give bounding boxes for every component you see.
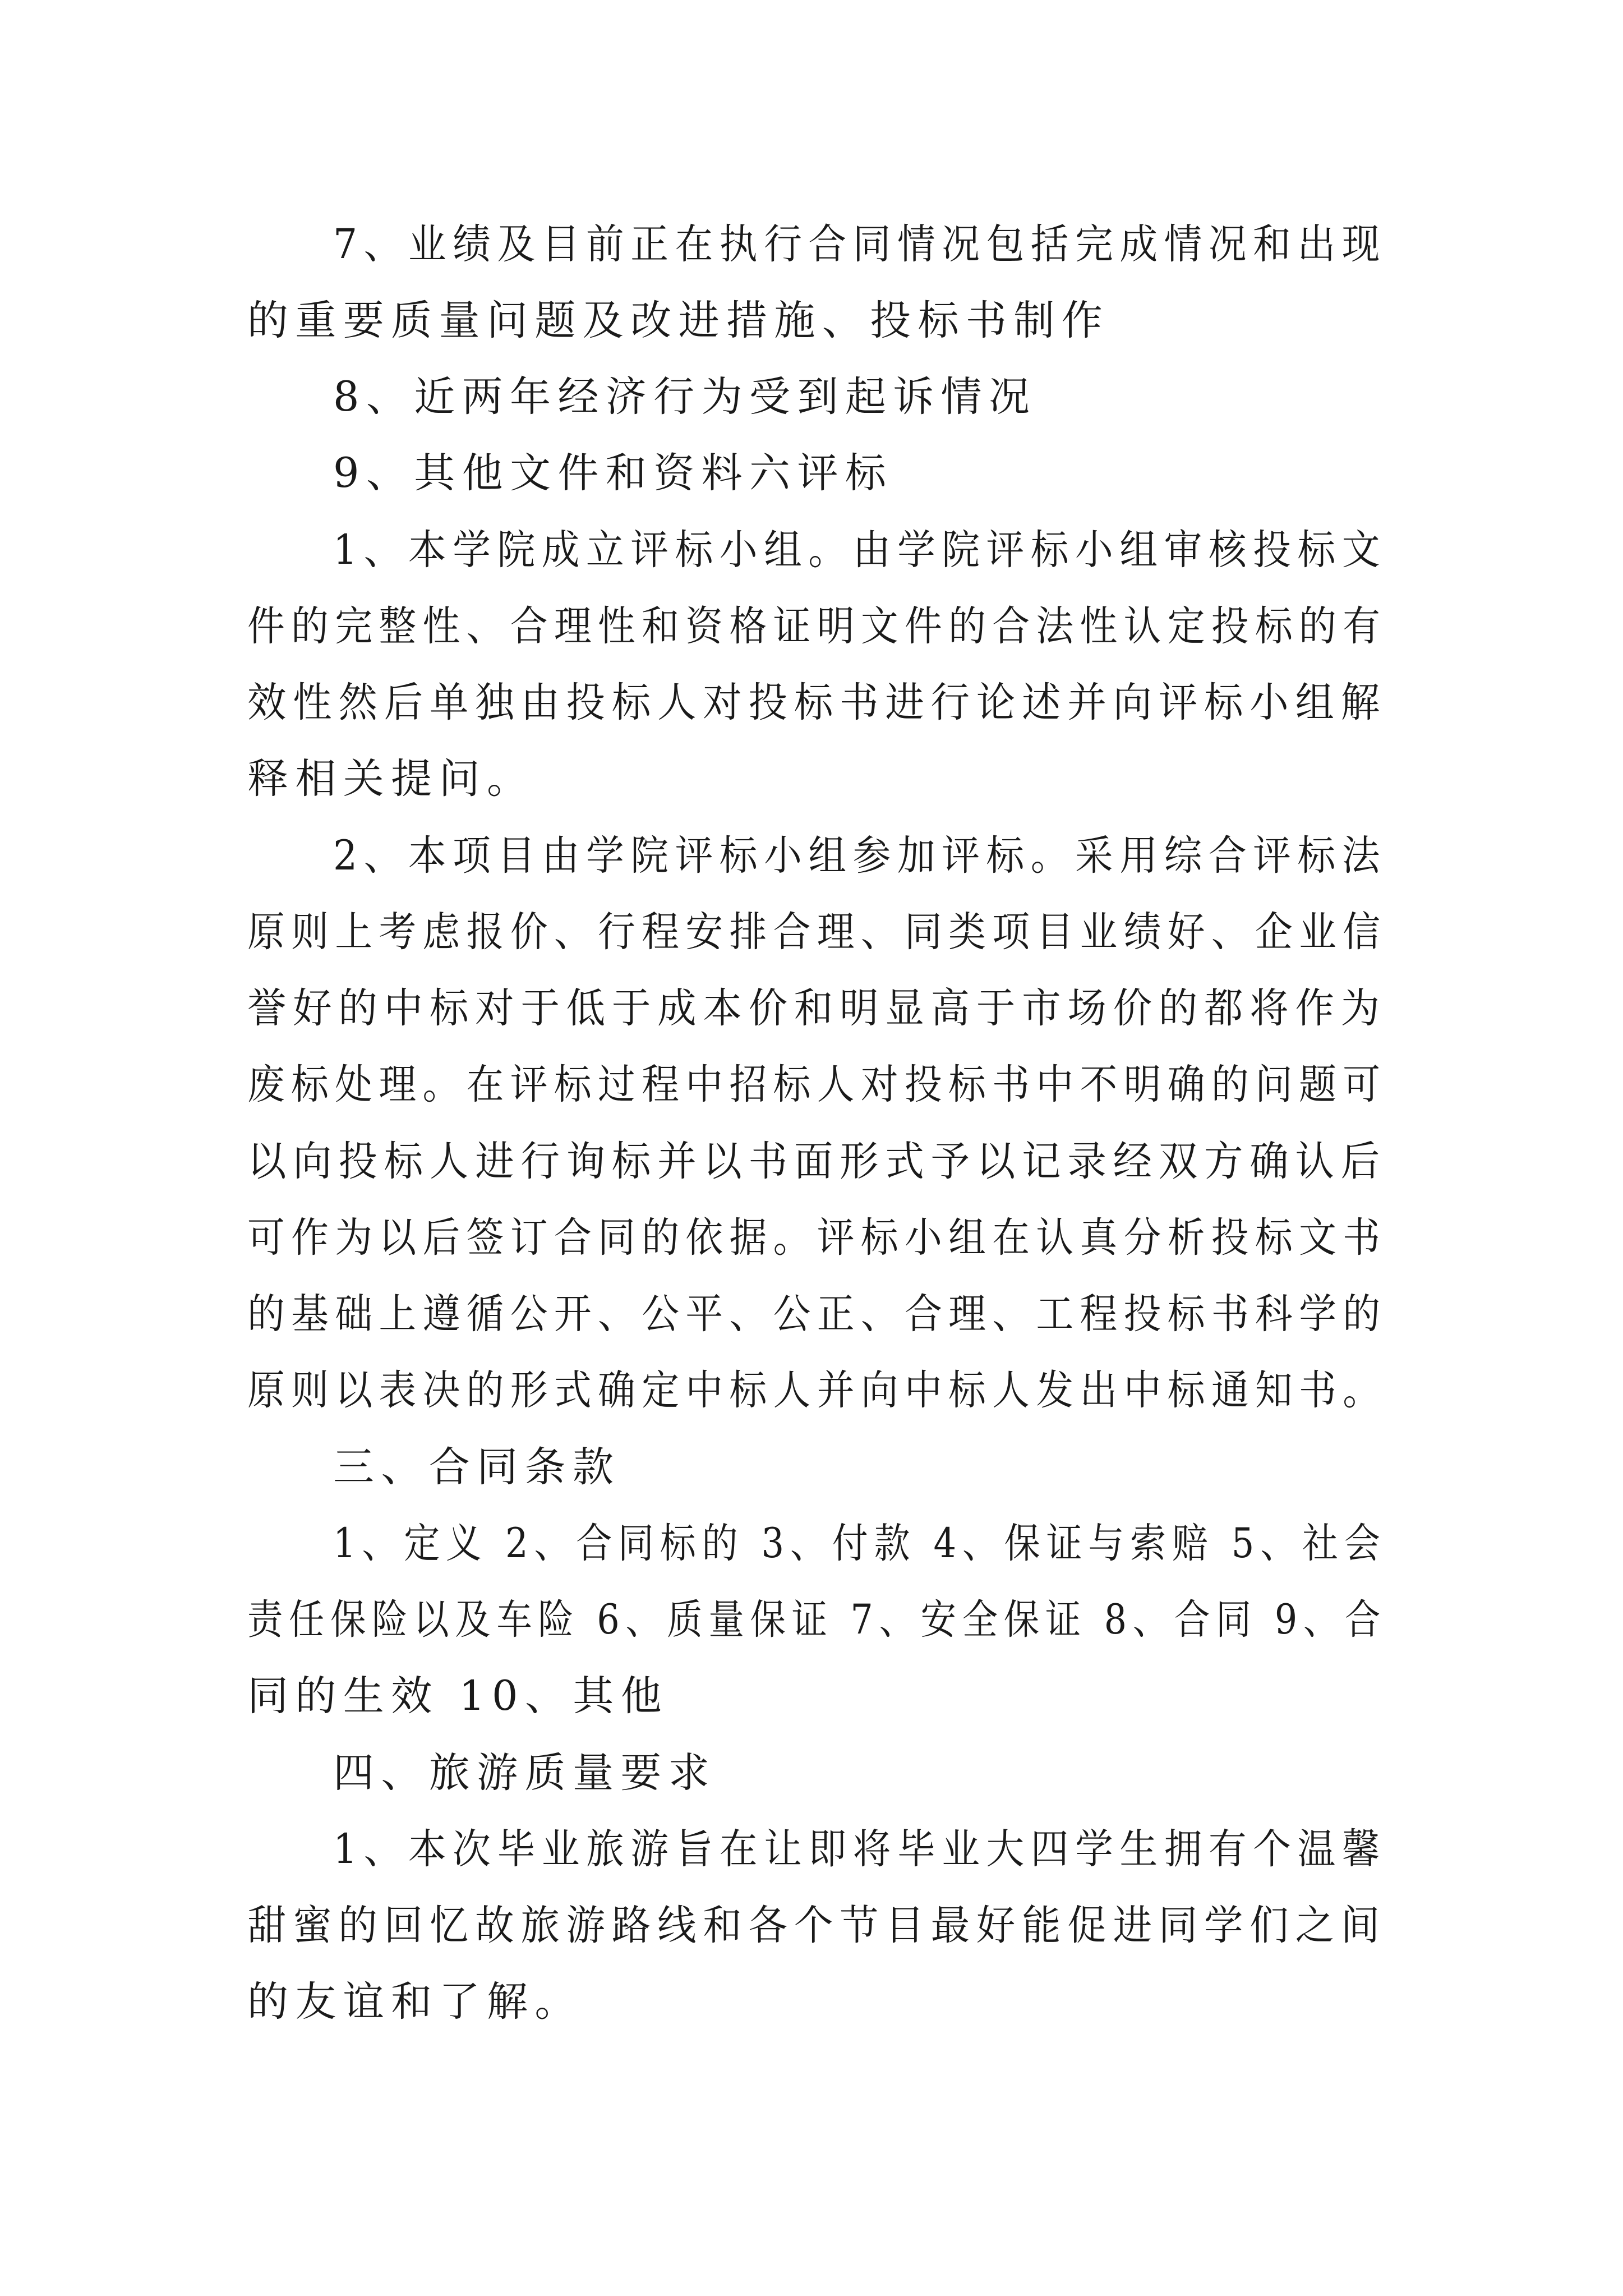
text-line: 原则上考虑报价、行程安排合理、同类项目业绩好、企业信	[247, 908, 1387, 956]
text-line: 2、本项目由学院评标小组参加评标。采用综合评标法	[333, 832, 1386, 880]
text-line: 效性然后单独由投标人对投标书进行论述并向评标小组解	[247, 679, 1387, 726]
text-line: 原则以表决的形式确定中标人并向中标人发出中标通知书。	[247, 1366, 1387, 1414]
text-line: 1、本学院成立评标小组。由学院评标小组审核投标文	[333, 526, 1386, 574]
text-line: 8、近两年经济行为受到起诉情况	[333, 373, 1037, 421]
text-line: 可作为以后签订合同的依据。评标小组在认真分析投标文书	[247, 1214, 1387, 1262]
text-line: 誉好的中标对于低于成本价和明显高于市场价的都将作为	[247, 984, 1387, 1032]
text-line: 的基础上遵循公开、公平、公正、合理、工程投标书科学的	[247, 1290, 1387, 1338]
section-heading: 三、合同条款	[333, 1443, 621, 1491]
text-line: 以向投标人进行询标并以书面形式予以记录经双方确认后	[247, 1138, 1387, 1185]
text-line: 责任保险以及车险 6、质量保证 7、安全保证 8、合同 9、合	[247, 1596, 1386, 1644]
text-line: 1、本次毕业旅游旨在让即将毕业大四学生拥有个温馨	[333, 1825, 1386, 1873]
text-line: 的友谊和了解。	[247, 1978, 583, 2026]
text-line: 件的完整性、合理性和资格证明文件的合法性认定投标的有	[247, 602, 1387, 650]
text-line: 同的生效 10、其他	[247, 1672, 669, 1720]
text-line: 甜蜜的回忆故旅游路线和各个节目最好能促进同学们之间	[247, 1902, 1387, 1949]
text-line: 释相关提问。	[247, 755, 535, 803]
text-line: 的重要质量问题及改进措施、投标书制作	[247, 297, 1110, 344]
text-line: 废标处理。在评标过程中招标人对投标书中不明确的问题可	[247, 1061, 1387, 1108]
text-line: 9、其他文件和资料六评标	[333, 449, 893, 497]
section-heading: 四、旅游质量要求	[333, 1749, 717, 1797]
text-line: 1、定义 2、合同标的 3、付款 4、保证与索赔 5、社会	[333, 1520, 1386, 1567]
text-line: 7、业绩及目前正在执行合同情况包括完成情况和出现	[333, 220, 1386, 268]
